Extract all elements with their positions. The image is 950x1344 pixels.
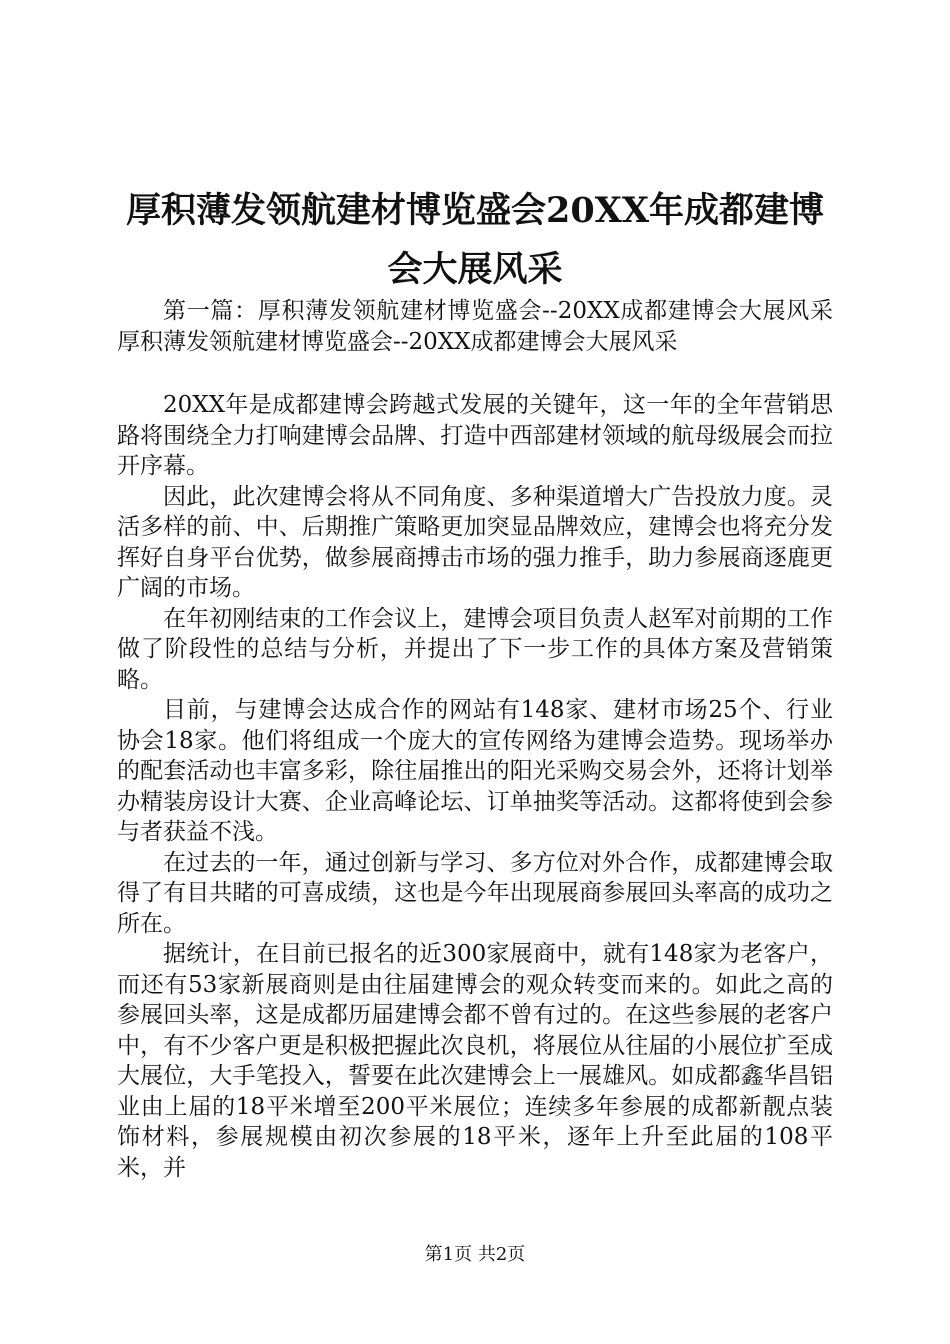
document-title-line-1: 厚积薄发领航建材博览盛会20XX年成都建博 (125, 190, 825, 231)
paragraph-5: 在过去的一年，通过创新与学习、多方位对外合作，成都建博会取得了有目共睹的可喜成绩，这也是今年出现展商参展回头率高的成功之所在。 (117, 849, 833, 937)
paragraph-4: 目前，与建博会达成合作的网站有148家、建材市场25个、行业协会18家。他们将组成一个庞大的宣传网络为建博会造势。现场举办的配套活动也丰富多彩，除往届推出的阳光采购交易会外，还将计划举办精装房设计大赛、企业高峰论坛、订单抽奖等活动。这都将使到会参与者获益不浅。 (117, 697, 833, 845)
paragraph-2: 因此，此次建博会将从不同角度、多种渠道增大广告投放力度。灵活多样的前、中、后期推广策略更加突显品牌效应，建博会也将充分发挥好自身平台优势，做参展商搏击市场的强力推手，助力参展商逐鹿更广阔的市场。 (117, 483, 833, 601)
summary-block (117, 296, 833, 357)
paragraph-1: 20XX年是成都建博会跨越式发展的关键年，这一年的全年营销思路将围绕全力打响建博会品牌、打造中西部建材领域的航母级展会而拉开序幕。 (117, 392, 833, 479)
document-title-line-2: 会大展风采 (387, 249, 563, 290)
summary-paragraph: 第一篇：厚积薄发领航建材博览盛会--20XX成都建博会大展风采厚积薄发领航建材博览盛会--20XX成都建博会大展风采 (117, 298, 833, 355)
paragraph-3: 在年初刚结束的工作会议上，建博会项目负责人赵军对前期的工作做了阶段性的总结与分析，并提出了下一步工作的具体方案及营销策略。 (117, 605, 833, 693)
body-content (117, 390, 833, 1183)
page-footer: 第1页 共2页 (424, 1244, 526, 1265)
paragraph-6: 据统计，在目前已报名的近300家展商中，就有148家为老客户，而还有53家新展商则是由往届建博会的观众转变而来的。如此之高的参展回头率，这是成都历届建博会都不曾有过的。在这些参展的老客户中，有不少客户更是积极把握此次良机，将展位从往届的小展位扩至成大展位，大手笔投入，誓要在此次建博会上一展雄风。如成都鑫华昌铝业由上届的18平米增至200平米展位；连续多年参展的成都新靓点装饰材料，参展规模由初次参展的18平米，逐年上升至此届的108平米，并 (117, 941, 833, 1181)
